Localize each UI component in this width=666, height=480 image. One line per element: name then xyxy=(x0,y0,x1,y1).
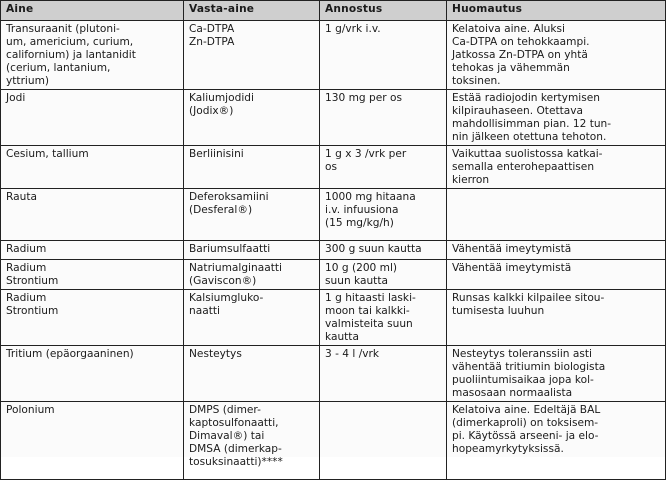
cell-vasta-aine: DMPS (dimer- kaptosulfonaatti, Dimaval®) tai DMSA (dimerkap- tosuksinaatti)**** xyxy=(184,402,320,480)
cell-huomautus: Runsas kalkki kilpailee sitou- tumisesta luuhun xyxy=(447,290,666,346)
cell-huomautus: Vaikuttaa suolistossa katkai- semalla enterohepaattisen kierron xyxy=(447,146,666,189)
table-row xyxy=(1,90,666,146)
cell-vasta-aine: Berliinisini xyxy=(184,146,320,189)
header-annostus: Annostus xyxy=(320,1,447,21)
cell-huomautus xyxy=(447,189,666,241)
cell-aine: Tritium (epäorgaaninen) xyxy=(1,346,184,402)
cell-annostus: 1000 mg hitaana i.v. infuusiona (15 mg/kg/h) xyxy=(320,189,447,241)
header-vasta-aine: Vasta-aine xyxy=(184,1,320,21)
cell-aine: Cesium, tallium xyxy=(1,146,184,189)
cell-vasta-aine: Nesteytys xyxy=(184,346,320,402)
table-row xyxy=(1,146,666,189)
cell-huomautus: Estää radiojodin kertymisen kilpirauhaseen. Otettava mahdollisimman pian. 12 tun- nin jälkeen otettuna tehoton. xyxy=(447,90,666,146)
table-row xyxy=(1,260,666,290)
table-row xyxy=(1,21,666,90)
table-row xyxy=(1,241,666,260)
cell-huomautus: Kelatoiva aine. Aluksi Ca-DTPA on tehokkaampi. Jatkossa Zn-DTPA on yhtä tehokas ja vähemmän toksinen. xyxy=(447,21,666,90)
cell-vasta-aine: Ca-DTPA Zn-DTPA xyxy=(184,21,320,90)
cell-aine: Transuraanit (plutoni- um, americium, curium, californium) ja lantanidit (cerium, lantanium, yttrium) xyxy=(1,21,184,90)
cell-aine: Polonium xyxy=(1,402,184,480)
cell-annostus: 1 g x 3 /vrk per os xyxy=(320,146,447,189)
table-row xyxy=(1,189,666,241)
cell-huomautus: Vähentää imeytymistä xyxy=(447,260,666,290)
table-row xyxy=(1,290,666,346)
cell-huomautus: Vähentää imeytymistä xyxy=(447,241,666,260)
header-aine: Aine xyxy=(1,1,184,21)
cell-aine: Radium Strontium xyxy=(1,260,184,290)
cell-vasta-aine: Deferoksamiini (Desferal®) xyxy=(184,189,320,241)
cell-annostus: 1 g hitaasti laski- moon tai kalkki- valmisteita suun kautta xyxy=(320,290,447,346)
header-huomautus: Huomautus xyxy=(447,1,666,21)
cell-vasta-aine: Natriumalginaatti (Gaviscon®) xyxy=(184,260,320,290)
cell-huomautus: Kelatoiva aine. Edeltäjä BAL (dimerkaproli) on toksisem- pi. Käytössä arseeni- ja elo- hopeamyrkytyksissä. xyxy=(447,402,666,480)
cell-huomautus: Nesteytys toleranssiin asti vähentää tritiumin biologista puoliintumisaikaa jopa kol- masosaan normaalista xyxy=(447,346,666,402)
cell-annostus xyxy=(320,402,447,480)
cell-aine: Radium xyxy=(1,241,184,260)
cell-annostus: 3 - 4 l /vrk xyxy=(320,346,447,402)
table-row xyxy=(1,346,666,402)
cell-aine: Jodi xyxy=(1,90,184,146)
table-header-row xyxy=(1,1,666,21)
table-row xyxy=(1,402,666,480)
cell-vasta-aine: Kalsiumgluko- naatti xyxy=(184,290,320,346)
cell-annostus: 10 g (200 ml) suun kautta xyxy=(320,260,447,290)
cell-annostus: 300 g suun kautta xyxy=(320,241,447,260)
cell-annostus: 1 g/vrk i.v. xyxy=(320,21,447,90)
cell-aine: Radium Strontium xyxy=(1,290,184,346)
cell-vasta-aine: Kaliumjodidi (Jodix®) xyxy=(184,90,320,146)
cell-aine: Rauta xyxy=(1,189,184,241)
cell-vasta-aine: Bariumsulfaatti xyxy=(184,241,320,260)
cell-annostus: 130 mg per os xyxy=(320,90,447,146)
